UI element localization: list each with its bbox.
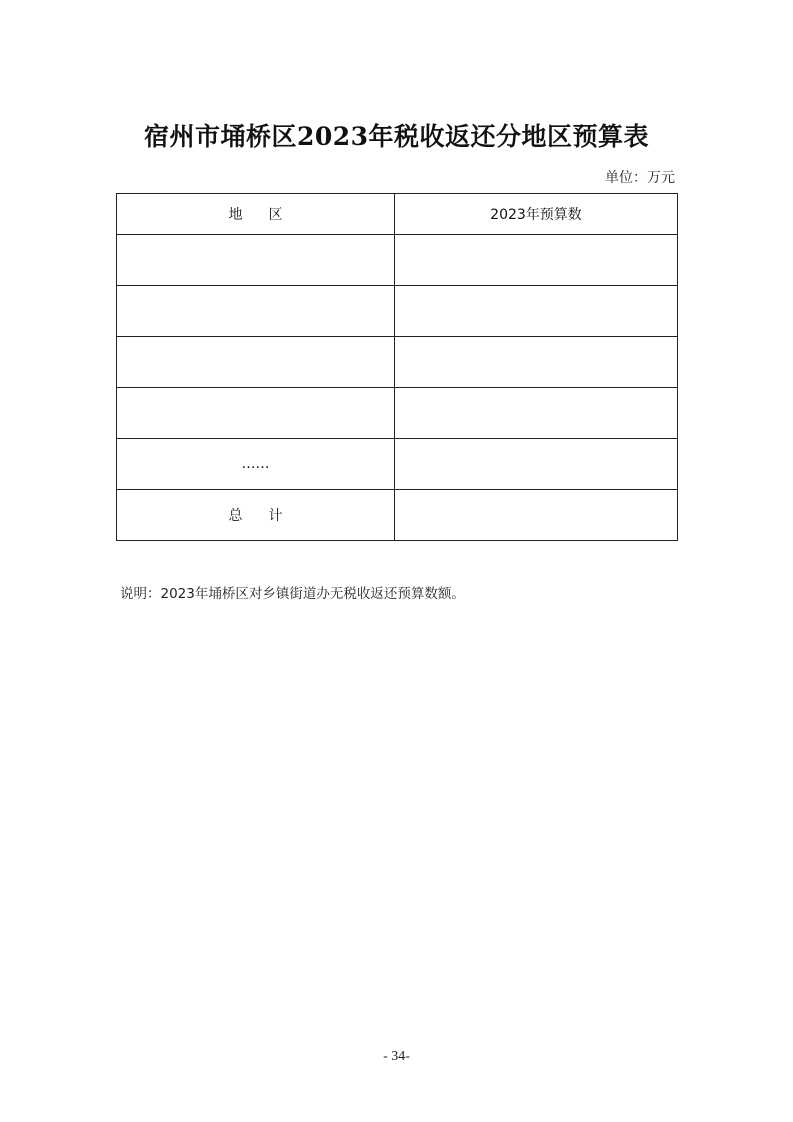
footnote: 说明：2023年埇桥区对乡镇街道办无税收返还预算数额。 — [120, 586, 465, 602]
budget-cell — [395, 286, 678, 337]
total-label: 总计 — [228, 508, 309, 524]
budget-cell — [395, 235, 678, 286]
column-header-region: 地区 — [117, 194, 395, 235]
unit-label: 单位：万元 — [605, 170, 675, 186]
region-cell — [117, 337, 395, 388]
region-cell — [117, 235, 395, 286]
total-label-cell — [117, 490, 395, 541]
budget-cell — [395, 388, 678, 439]
budget-table — [116, 193, 678, 541]
region-cell — [117, 286, 395, 337]
table-row — [117, 388, 678, 439]
region-cell: …… — [117, 439, 395, 490]
table-row — [117, 439, 678, 490]
region-cell — [117, 388, 395, 439]
table-row — [117, 235, 678, 286]
table-row — [117, 286, 678, 337]
column-header-budget: 2023年预算数 — [395, 194, 678, 235]
total-budget-cell — [395, 490, 678, 541]
page-number: - 34- — [383, 1049, 410, 1064]
table-row — [117, 337, 678, 388]
table-header-row — [117, 194, 678, 235]
budget-cell — [395, 439, 678, 490]
budget-cell — [395, 337, 678, 388]
total-row — [117, 490, 678, 541]
page-title: 宿州市埇桥区2023年税收返还分地区预算表 — [143, 122, 650, 151]
